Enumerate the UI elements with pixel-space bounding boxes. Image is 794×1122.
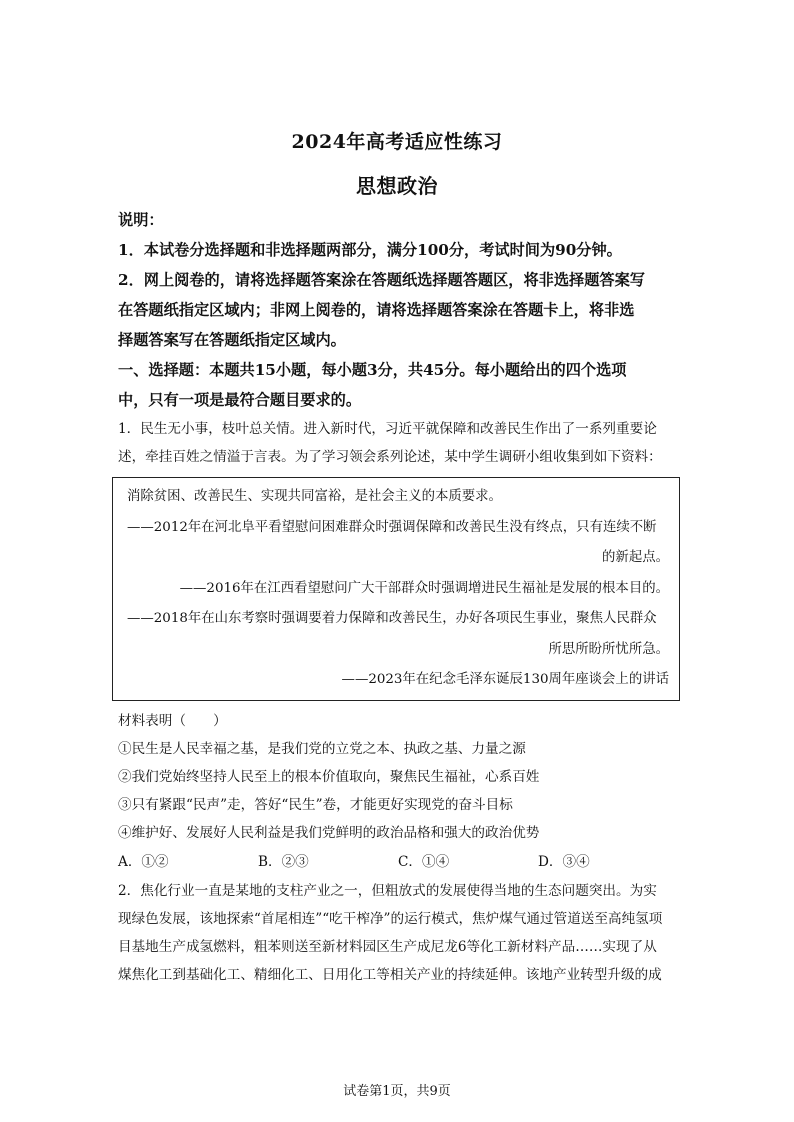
q1-stem-line: 1．民生无小事，枝叶总关情。进入新时代，习近平就保障和改善民生作出了一系列重要论 xyxy=(118,421,657,437)
q2-stem-line: 现绿色发展，该地探索“首尾相连”“吃干榨净”的运行模式，焦炉煤气通过管道送至高纯氢项 xyxy=(118,910,663,927)
q1-statement: ③只有紧跟“民声”走，答好“民生”卷，才能更好实现党的奋斗目标 xyxy=(118,796,513,813)
option-a[interactable]: A．①② xyxy=(118,853,169,870)
exam-content xyxy=(118,205,678,989)
instructions-heading: 说明： xyxy=(118,211,164,229)
quote-line: 的新起点。 xyxy=(602,550,669,565)
quote-line: 消除贫困、改善民生、实现共同富裕，是社会主义的本质要求。 xyxy=(127,489,502,504)
q2-stem-line: 目基地生产成氢燃料，粗苯则送至新材料园区生产成尼龙6等化工新材料产品……实现了从 xyxy=(118,938,657,955)
quote-line: ——2018年在山东考察时强调要着力保障和改善民生，办好各项民生事业，聚焦人民群众 xyxy=(127,611,657,626)
q1-stem-line: 述，牵挂百姓之情溢于言表。为了学习领会系列论述，某中学生调研小组收集到如下资料： xyxy=(118,449,662,465)
quote-line: 所思所盼所忧所急。 xyxy=(548,641,669,657)
q1-statement: ④维护好、发展好人民利益是我们党鲜明的政治品格和强大的政治优势 xyxy=(118,824,540,841)
option-d[interactable]: D．③④ xyxy=(538,853,590,870)
q1-prompt: 材料表明（ ） xyxy=(118,712,227,729)
instruction-line: 择题答案写在答题纸指定区域内。 xyxy=(118,331,346,349)
instruction-line: 2．网上阅卷的，请将选择题答案涂在答题纸选择题答题区，将非选择题答案写 xyxy=(118,271,645,289)
page-footer: 试卷第1页，共9页 xyxy=(343,1084,451,1099)
option-c[interactable]: C．①④ xyxy=(398,853,450,870)
q1-options xyxy=(118,847,678,877)
instruction-line: 在答题纸指定区域内；非网上阅卷的，请将选择题答案涂在答题卡上，将非选 xyxy=(118,301,635,319)
q2-stem-line: 煤焦化工到基础化工、精细化工、日用化工等相关产业的持续延伸。该地产业转型升级的成 xyxy=(118,966,662,983)
q2-stem-line: 2．焦化行业一直是某地的支柱产业之一，但粗放式的发展使得当地的生态问题突出。为实 xyxy=(118,882,657,899)
exam-title: 2024年高考适应性练习 xyxy=(291,131,503,153)
q1-statement: ①民生是人民幸福之基，是我们党的立党之本、执政之基、力量之源 xyxy=(118,740,526,757)
section-heading: 一、选择题：本题共15小题，每小题3分，共45分。每小题给出的四个选项 xyxy=(118,361,627,379)
quote-line: ——2023年在纪念毛泽东诞辰130周年座谈会上的讲话 xyxy=(341,672,669,687)
option-b[interactable]: B．②③ xyxy=(258,853,309,870)
quote-line: ——2012年在河北阜平看望慰问困难群众时强调保障和改善民生没有终点，只有连续不断 xyxy=(127,519,657,535)
q1-statement: ②我们党始终坚持人民至上的根本价值取向，聚焦民生福祉，心系百姓 xyxy=(118,768,540,785)
q1-material-box xyxy=(112,477,680,701)
subject-title: 思想政治 xyxy=(356,174,438,198)
quote-line: ——2016年在江西看望慰问广大干部群众时强调增进民生福祉是发展的根本目的。 xyxy=(179,580,669,596)
instruction-line: 1．本试卷分选择题和非选择题两部分，满分100分，考试时间为90分钟。 xyxy=(118,241,622,259)
section-heading: 中，只有一项是最符合题目要求的。 xyxy=(118,391,361,409)
